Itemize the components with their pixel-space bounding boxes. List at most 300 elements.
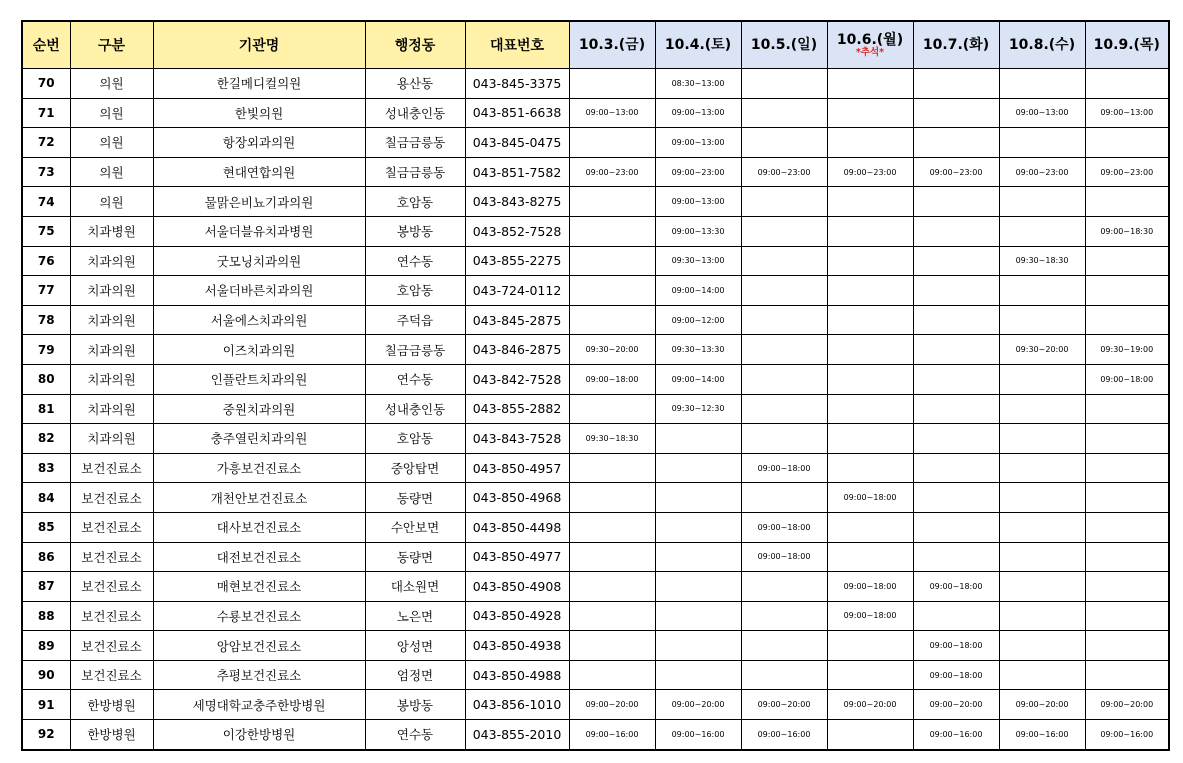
row-hours-cell	[741, 246, 827, 276]
table-row	[22, 631, 1169, 661]
row-phone: 043-843-7528	[465, 424, 569, 454]
row-district: 동량면	[365, 483, 465, 513]
row-category: 보건진료소	[70, 660, 153, 690]
row-category: 보건진료소	[70, 483, 153, 513]
table-row	[22, 424, 1169, 454]
row-hours-cell	[913, 335, 999, 365]
row-phone: 043-850-4938	[465, 631, 569, 661]
chuseok-note: *추석*	[855, 47, 885, 58]
row-institution-name: 서울더바른치과의원	[153, 276, 365, 306]
row-phone: 043-851-6638	[465, 98, 569, 128]
row-hours-cell	[999, 453, 1085, 483]
row-hours-cell: 09:00~16:00	[913, 720, 999, 750]
row-phone: 043-845-3375	[465, 69, 569, 99]
row-hours-cell	[1085, 601, 1169, 631]
row-phone: 043-851-7582	[465, 157, 569, 187]
row-hours-cell	[1085, 128, 1169, 158]
row-hours-cell	[1085, 631, 1169, 661]
row-institution-name: 앙암보건진료소	[153, 631, 365, 661]
row-hours-cell	[827, 424, 913, 454]
row-hours-cell	[1085, 187, 1169, 217]
row-hours-cell: 09:00~20:00	[999, 690, 1085, 720]
row-hours-cell	[827, 69, 913, 99]
row-hours-cell	[1085, 453, 1169, 483]
row-district: 칠금금릉동	[365, 335, 465, 365]
row-district: 엄정면	[365, 660, 465, 690]
row-hours-cell	[741, 424, 827, 454]
row-hours-cell	[1085, 276, 1169, 306]
row-hours-cell	[1085, 424, 1169, 454]
row-institution-name: 개천안보건진료소	[153, 483, 365, 513]
header-date-oct9	[1085, 21, 1169, 69]
row-hours-cell	[913, 69, 999, 99]
row-hours-cell	[999, 187, 1085, 217]
row-phone: 043-846-2875	[465, 335, 569, 365]
row-hours-cell	[827, 98, 913, 128]
row-institution-name: 충주열린치과의원	[153, 424, 365, 454]
table-row	[22, 335, 1169, 365]
row-hours-cell	[913, 305, 999, 335]
header-row	[22, 21, 1169, 69]
row-phone: 043-855-2275	[465, 246, 569, 276]
row-hours-cell	[741, 601, 827, 631]
row-category: 보건진료소	[70, 601, 153, 631]
row-hours-cell	[741, 187, 827, 217]
row-hours-cell: 09:00~23:00	[827, 157, 913, 187]
row-district: 중앙탑면	[365, 453, 465, 483]
table-row	[22, 276, 1169, 306]
row-district: 용산동	[365, 69, 465, 99]
row-number: 78	[22, 305, 70, 335]
row-category: 치과의원	[70, 276, 153, 306]
table-row	[22, 483, 1169, 513]
row-phone: 043-850-4977	[465, 542, 569, 572]
row-hours-cell	[1085, 394, 1169, 424]
row-hours-cell	[741, 98, 827, 128]
row-hours-cell	[741, 128, 827, 158]
row-hours-cell	[827, 631, 913, 661]
row-hours-cell	[655, 542, 741, 572]
row-hours-cell: 09:00~18:00	[569, 364, 655, 394]
date-label: 10.9.(목)	[1093, 36, 1160, 53]
row-hours-cell: 09:00~18:00	[913, 660, 999, 690]
row-phone: 043-850-4498	[465, 512, 569, 542]
row-district: 동량면	[365, 542, 465, 572]
row-hours-cell	[741, 305, 827, 335]
row-hours-cell	[999, 394, 1085, 424]
row-hours-cell	[913, 394, 999, 424]
row-hours-cell	[827, 305, 913, 335]
row-hours-cell	[913, 601, 999, 631]
table-row	[22, 394, 1169, 424]
row-category: 보건진료소	[70, 512, 153, 542]
row-hours-cell	[999, 305, 1085, 335]
row-number: 79	[22, 335, 70, 365]
row-institution-name: 추평보건진료소	[153, 660, 365, 690]
row-institution-name: 매현보건진료소	[153, 572, 365, 602]
row-institution-name: 서울에스치과의원	[153, 305, 365, 335]
row-hours-cell	[655, 601, 741, 631]
row-phone: 043-845-0475	[465, 128, 569, 158]
header-category: 구분	[70, 21, 153, 69]
row-hours-cell: 09:00~13:00	[655, 128, 741, 158]
row-category: 치과의원	[70, 335, 153, 365]
row-hours-cell	[827, 542, 913, 572]
row-hours-cell: 09:00~23:00	[741, 157, 827, 187]
row-number: 83	[22, 453, 70, 483]
row-hours-cell	[1085, 542, 1169, 572]
row-category: 보건진료소	[70, 542, 153, 572]
row-institution-name: 이즈치과의원	[153, 335, 365, 365]
header-date-oct3	[569, 21, 655, 69]
table-row	[22, 572, 1169, 602]
row-institution-name: 대사보건진료소	[153, 512, 365, 542]
row-category: 치과의원	[70, 305, 153, 335]
row-district: 칠금금릉동	[365, 157, 465, 187]
row-hours-cell: 09:00~23:00	[999, 157, 1085, 187]
row-hours-cell: 09:00~18:00	[827, 483, 913, 513]
row-hours-cell	[999, 364, 1085, 394]
row-number: 86	[22, 542, 70, 572]
row-number: 70	[22, 69, 70, 99]
row-number: 80	[22, 364, 70, 394]
row-category: 치과의원	[70, 424, 153, 454]
row-hours-cell: 09:00~14:00	[655, 276, 741, 306]
row-hours-cell	[827, 276, 913, 306]
row-hours-cell	[913, 512, 999, 542]
row-hours-cell: 09:00~18:00	[827, 572, 913, 602]
table-row	[22, 246, 1169, 276]
row-hours-cell	[913, 216, 999, 246]
table-row	[22, 69, 1169, 99]
row-number: 74	[22, 187, 70, 217]
row-hours-cell	[827, 512, 913, 542]
row-hours-cell	[999, 128, 1085, 158]
row-institution-name: 이강한방병원	[153, 720, 365, 750]
row-hours-cell: 09:00~13:30	[655, 216, 741, 246]
row-number: 88	[22, 601, 70, 631]
row-hours-cell: 09:00~13:00	[569, 98, 655, 128]
row-hours-cell	[913, 98, 999, 128]
row-hours-cell	[999, 572, 1085, 602]
row-hours-cell	[999, 631, 1085, 661]
row-hours-cell	[1085, 572, 1169, 602]
row-hours-cell: 09:00~18:00	[1085, 364, 1169, 394]
row-hours-cell	[999, 660, 1085, 690]
row-hours-cell	[741, 572, 827, 602]
row-hours-cell	[999, 424, 1085, 454]
date-label: 10.7.(화)	[922, 36, 990, 53]
table-row	[22, 216, 1169, 246]
row-hours-cell	[569, 631, 655, 661]
row-institution-name: 굿모닝치과의원	[153, 246, 365, 276]
row-hours-cell	[827, 246, 913, 276]
row-institution-name: 대전보건진료소	[153, 542, 365, 572]
row-number: 81	[22, 394, 70, 424]
row-hours-cell	[741, 394, 827, 424]
row-hours-cell	[741, 276, 827, 306]
row-hours-cell	[999, 483, 1085, 513]
row-hours-cell: 09:00~13:00	[1085, 98, 1169, 128]
row-hours-cell	[569, 572, 655, 602]
row-hours-cell	[999, 512, 1085, 542]
row-hours-cell	[655, 424, 741, 454]
row-phone: 043-852-7528	[465, 216, 569, 246]
row-hours-cell: 09:00~20:00	[569, 690, 655, 720]
header-date-oct7	[913, 21, 999, 69]
row-hours-cell	[913, 276, 999, 306]
row-district: 칠금금릉동	[365, 128, 465, 158]
row-hours-cell: 09:30~13:00	[655, 246, 741, 276]
table-row	[22, 157, 1169, 187]
row-phone: 043-850-4968	[465, 483, 569, 513]
row-hours-cell: 09:00~20:00	[827, 690, 913, 720]
row-phone: 043-842-7528	[465, 364, 569, 394]
row-number: 84	[22, 483, 70, 513]
row-hours-cell	[569, 69, 655, 99]
table-body	[22, 69, 1169, 750]
row-hours-cell	[1085, 660, 1169, 690]
row-hours-cell: 09:00~20:00	[741, 690, 827, 720]
row-category: 보건진료소	[70, 453, 153, 483]
row-hours-cell	[913, 187, 999, 217]
row-hours-cell	[913, 424, 999, 454]
header-phone: 대표번호	[465, 21, 569, 69]
table-row	[22, 364, 1169, 394]
row-hours-cell: 09:00~23:00	[569, 157, 655, 187]
row-hours-cell	[827, 216, 913, 246]
row-hours-cell	[827, 187, 913, 217]
row-hours-cell	[827, 335, 913, 365]
row-hours-cell	[655, 512, 741, 542]
row-hours-cell	[655, 572, 741, 602]
row-hours-cell	[569, 276, 655, 306]
row-institution-name: 한빛의원	[153, 98, 365, 128]
row-hours-cell	[569, 305, 655, 335]
row-category: 의원	[70, 128, 153, 158]
table-row	[22, 690, 1169, 720]
row-hours-cell	[569, 512, 655, 542]
row-phone: 043-855-2010	[465, 720, 569, 750]
row-hours-cell	[741, 69, 827, 99]
row-hours-cell	[569, 246, 655, 276]
row-institution-name: 현대연합의원	[153, 157, 365, 187]
row-category: 치과의원	[70, 246, 153, 276]
row-hours-cell	[741, 660, 827, 690]
row-institution-name: 한길메디컬의원	[153, 69, 365, 99]
row-number: 87	[22, 572, 70, 602]
table-row	[22, 512, 1169, 542]
row-institution-name: 물맑은비뇨기과의원	[153, 187, 365, 217]
row-number: 73	[22, 157, 70, 187]
row-hours-cell	[827, 394, 913, 424]
row-hours-cell: 09:00~18:00	[741, 512, 827, 542]
row-institution-name: 가흥보건진료소	[153, 453, 365, 483]
row-number: 75	[22, 216, 70, 246]
row-phone: 043-843-8275	[465, 187, 569, 217]
row-number: 91	[22, 690, 70, 720]
row-district: 봉방동	[365, 690, 465, 720]
row-hours-cell	[655, 631, 741, 661]
header-date-oct6	[827, 21, 913, 69]
table-row	[22, 187, 1169, 217]
row-hours-cell	[741, 216, 827, 246]
row-district: 성내충인동	[365, 394, 465, 424]
row-hours-cell: 09:30~12:30	[655, 394, 741, 424]
row-hours-cell: 09:00~18:00	[913, 631, 999, 661]
row-number: 71	[22, 98, 70, 128]
row-hours-cell	[569, 542, 655, 572]
row-phone: 043-850-4928	[465, 601, 569, 631]
header-date-oct4	[655, 21, 741, 69]
row-category: 치과의원	[70, 364, 153, 394]
row-hours-cell: 09:00~20:00	[913, 690, 999, 720]
row-number: 92	[22, 720, 70, 750]
date-label: 10.4.(토)	[664, 36, 732, 53]
row-category: 한방병원	[70, 690, 153, 720]
row-hours-cell	[827, 128, 913, 158]
table-row	[22, 660, 1169, 690]
row-hours-cell	[999, 276, 1085, 306]
row-institution-name: 인플란트치과의원	[153, 364, 365, 394]
row-hours-cell: 09:00~23:00	[1085, 157, 1169, 187]
row-hours-cell	[913, 453, 999, 483]
row-hours-cell: 09:30~13:30	[655, 335, 741, 365]
row-hours-cell	[1085, 512, 1169, 542]
row-hours-cell: 09:00~18:00	[741, 453, 827, 483]
date-label: 10.8.(수)	[1008, 36, 1076, 53]
row-hours-cell	[569, 187, 655, 217]
row-hours-cell: 09:00~16:00	[999, 720, 1085, 750]
row-hours-cell: 09:30~18:30	[569, 424, 655, 454]
row-hours-cell: 09:00~16:00	[569, 720, 655, 750]
row-phone: 043-850-4988	[465, 660, 569, 690]
row-hours-cell	[913, 128, 999, 158]
row-hours-cell	[999, 542, 1085, 572]
row-category: 한방병원	[70, 720, 153, 750]
row-hours-cell	[741, 335, 827, 365]
table-row	[22, 98, 1169, 128]
row-hours-cell: 09:00~13:00	[999, 98, 1085, 128]
date-label: 10.6.(월)	[836, 32, 904, 48]
table-row	[22, 128, 1169, 158]
row-number: 90	[22, 660, 70, 690]
row-district: 대소원면	[365, 572, 465, 602]
row-phone: 043-845-2875	[465, 305, 569, 335]
row-district: 봉방동	[365, 216, 465, 246]
row-hours-cell	[999, 216, 1085, 246]
row-category: 보건진료소	[70, 631, 153, 661]
row-hours-cell	[569, 483, 655, 513]
row-category: 의원	[70, 98, 153, 128]
row-hours-cell	[913, 483, 999, 513]
row-district: 연수동	[365, 364, 465, 394]
header-date-oct8	[999, 21, 1085, 69]
row-hours-cell	[741, 364, 827, 394]
row-hours-cell	[1085, 305, 1169, 335]
header-institution: 기관명	[153, 21, 365, 69]
row-hours-cell	[827, 660, 913, 690]
row-institution-name: 서울더블유치과병원	[153, 216, 365, 246]
row-district: 앙성면	[365, 631, 465, 661]
date-label: 10.5.(일)	[750, 36, 818, 53]
row-institution-name: 수룡보건진료소	[153, 601, 365, 631]
row-hours-cell: 09:00~23:00	[655, 157, 741, 187]
table-row	[22, 453, 1169, 483]
row-hours-cell	[569, 128, 655, 158]
row-hours-cell: 09:00~14:00	[655, 364, 741, 394]
row-hours-cell	[913, 364, 999, 394]
row-hours-cell: 09:00~16:00	[741, 720, 827, 750]
row-phone: 043-850-4908	[465, 572, 569, 602]
row-hours-cell: 09:30~20:00	[999, 335, 1085, 365]
row-hours-cell	[569, 601, 655, 631]
row-hours-cell	[999, 69, 1085, 99]
row-hours-cell	[827, 720, 913, 750]
date-label: 10.3.(금)	[578, 36, 646, 53]
row-institution-name: 중원치과의원	[153, 394, 365, 424]
row-hours-cell: 09:30~19:00	[1085, 335, 1169, 365]
holiday-clinic-schedule-table	[21, 20, 1170, 751]
row-category: 치과병원	[70, 216, 153, 246]
table-row	[22, 720, 1169, 750]
row-category: 의원	[70, 69, 153, 99]
row-number: 72	[22, 128, 70, 158]
row-category: 의원	[70, 187, 153, 217]
row-hours-cell	[741, 483, 827, 513]
row-district: 호암동	[365, 424, 465, 454]
row-district: 연수동	[365, 246, 465, 276]
row-district: 성내충인동	[365, 98, 465, 128]
row-hours-cell	[569, 216, 655, 246]
row-phone: 043-856-1010	[465, 690, 569, 720]
row-hours-cell: 09:30~18:30	[999, 246, 1085, 276]
row-district: 수안보면	[365, 512, 465, 542]
row-number: 76	[22, 246, 70, 276]
row-hours-cell: 09:00~16:00	[655, 720, 741, 750]
header-date-oct5	[741, 21, 827, 69]
row-district: 주덕읍	[365, 305, 465, 335]
row-district: 호암동	[365, 187, 465, 217]
row-district: 호암동	[365, 276, 465, 306]
row-hours-cell: 09:00~20:00	[1085, 690, 1169, 720]
row-hours-cell: 09:00~18:00	[913, 572, 999, 602]
row-hours-cell: 09:00~20:00	[655, 690, 741, 720]
row-category: 의원	[70, 157, 153, 187]
row-hours-cell	[655, 660, 741, 690]
row-hours-cell: 09:00~18:00	[741, 542, 827, 572]
row-institution-name: 세명대학교충주한방병원	[153, 690, 365, 720]
row-number: 89	[22, 631, 70, 661]
row-number: 77	[22, 276, 70, 306]
row-hours-cell	[655, 453, 741, 483]
row-number: 85	[22, 512, 70, 542]
row-phone: 043-724-0112	[465, 276, 569, 306]
row-hours-cell: 09:00~13:00	[655, 187, 741, 217]
row-hours-cell	[913, 542, 999, 572]
row-hours-cell	[569, 660, 655, 690]
row-hours-cell: 09:00~18:30	[1085, 216, 1169, 246]
row-hours-cell: 09:30~20:00	[569, 335, 655, 365]
header-number: 순번	[22, 21, 70, 69]
table-row	[22, 305, 1169, 335]
row-phone: 043-855-2882	[465, 394, 569, 424]
row-hours-cell	[999, 601, 1085, 631]
row-hours-cell	[655, 483, 741, 513]
row-category: 치과의원	[70, 394, 153, 424]
row-hours-cell: 09:00~23:00	[913, 157, 999, 187]
header-district: 행정동	[365, 21, 465, 69]
